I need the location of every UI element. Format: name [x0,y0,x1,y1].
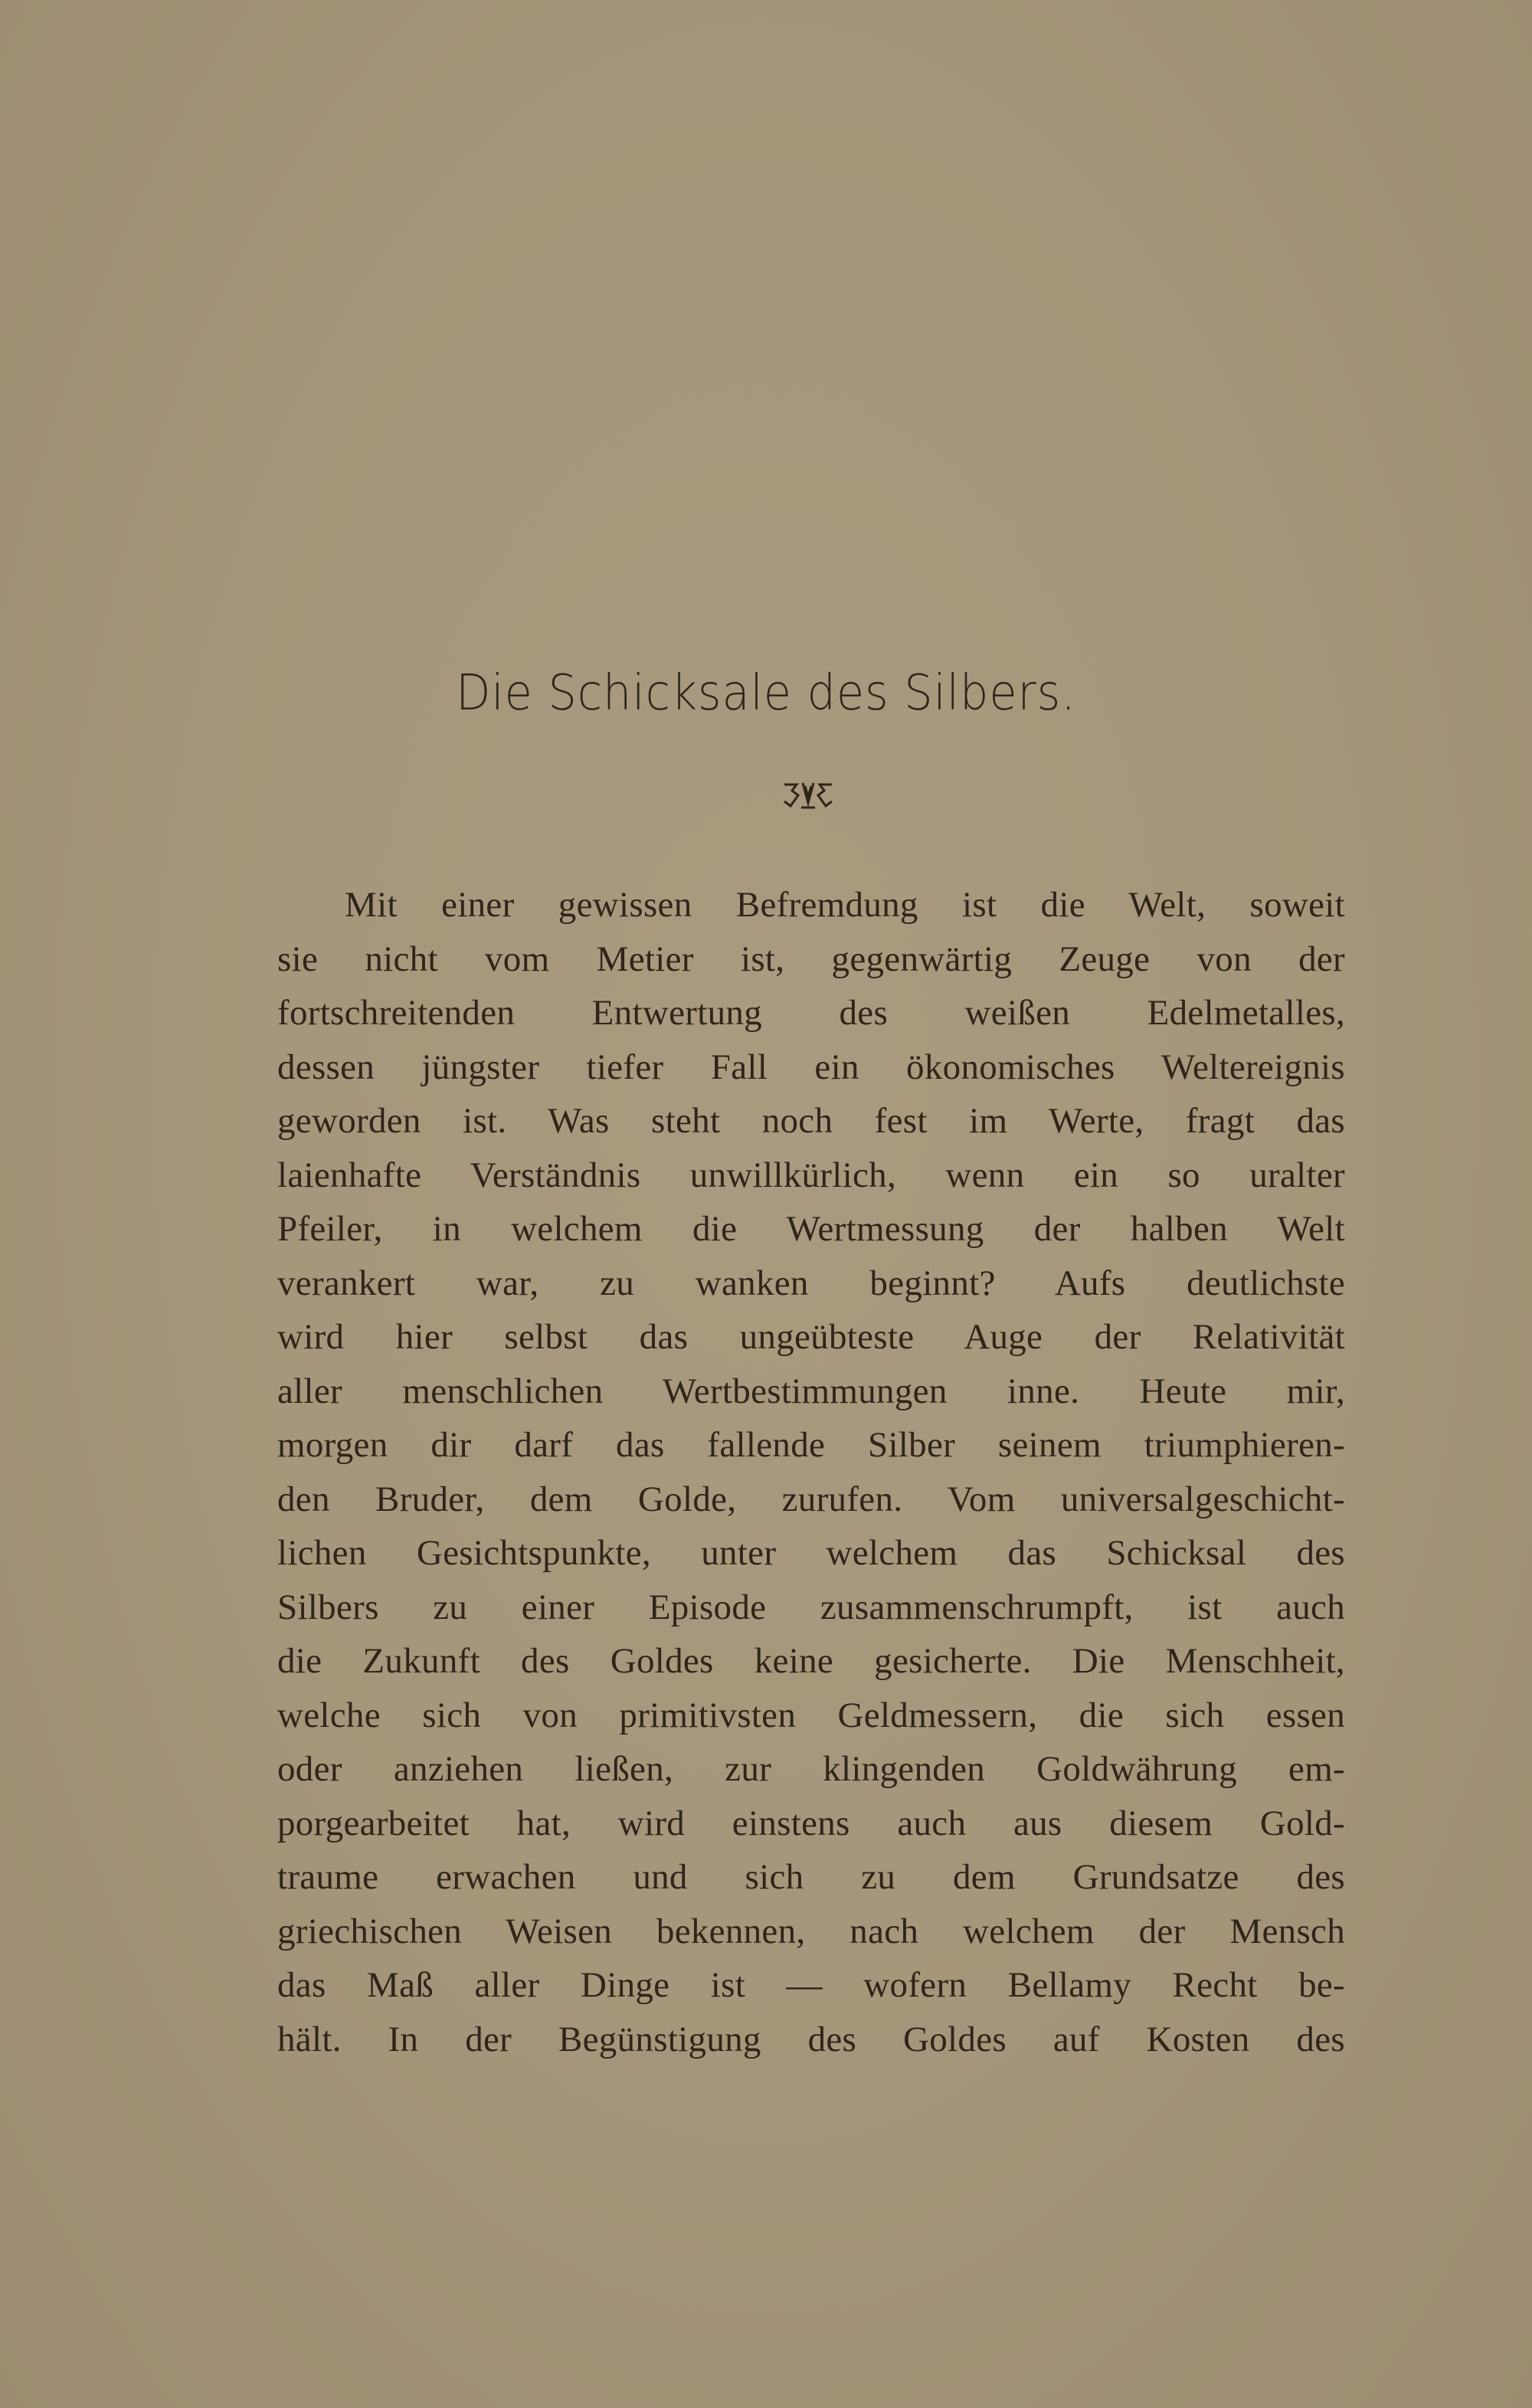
text-line: laienhafte Verständnis unwillkürlich, wenn ein so uralter [277,1155,1345,1195]
text-line: Silbers zu einer Episode zusammenschrumpft, ist auch [277,1587,1345,1627]
text-line: griechischen Weisen bekennen, nach welchem der Mensch [277,1911,1345,1951]
text-line: oder anziehen ließen, zur klingenden Goldwährung em- [277,1749,1345,1789]
text-line: sie nicht vom Metier ist, gegenwärtig Zeuge von der [277,939,1345,979]
text-line: wird hier selbst das ungeübteste Auge der Relativität [277,1317,1345,1357]
text-line: welche sich von primitivsten Geldmessern, die sich essen [277,1695,1345,1735]
text-line: morgen dir darf das fallende Silber seinem triumphieren- [277,1425,1345,1465]
text-line: geworden ist. Was steht noch fest im Werte, fragt das [277,1101,1345,1141]
text-line: verankert war, zu wanken beginnt? Aufs deutlichste [277,1263,1345,1303]
text-line: traume erwachen und sich zu dem Grundsatze des [277,1857,1345,1897]
body-text [277,878,1345,2066]
text-line: Pfeiler, in welchem die Wertmessung der halben Welt [277,1209,1345,1249]
text-line: hält. In der Begünstigung des Goldes auf Kosten des [277,2019,1345,2059]
text-line: lichen Gesichtspunkte, unter welchem das Schicksal des [277,1533,1345,1573]
text-line: das Maß aller Dinge ist — wofern Bellamy Recht be- [277,1965,1345,2005]
text-line: die Zukunft des Goldes keine gesicherte. Die Menschheit, [277,1641,1345,1681]
fleuron-icon [781,780,835,811]
text-line: fortschreitenden Entwertung des weißen Edelmetalles, [277,993,1345,1033]
text-line: den Bruder, dem Golde, zurufen. Vom universalgeschicht- [277,1479,1345,1519]
text-line: porgearbeitet hat, wird einstens auch aus diesem Gold- [277,1803,1345,1843]
text-line: Mit einer gewissen Befremdung ist die Welt, soweit [345,885,1345,925]
chapter-title: Die Schicksale des Silbers. [456,665,1076,722]
text-line: dessen jüngster tiefer Fall ein ökonomisches Weltereignis [277,1047,1345,1087]
text-line: aller menschlichen Wertbestimmungen inne. Heute mir, [277,1371,1345,1411]
